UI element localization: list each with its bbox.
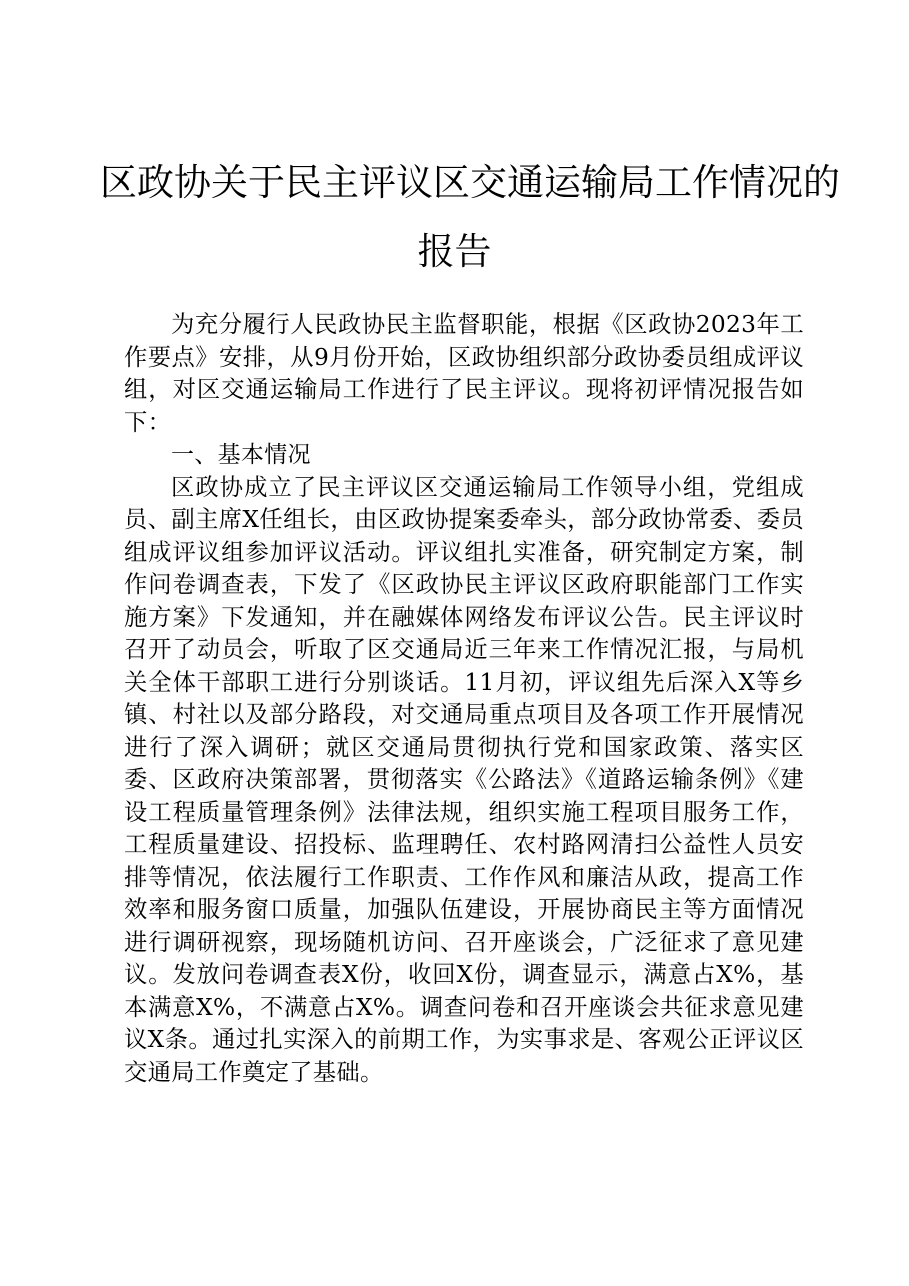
document-title-line-1: 区政协关于民主评议区交通运输局工作情况的 xyxy=(100,161,840,204)
section-paragraph-basic-situation: 区政协成立了民主评议区交通运输局工作领导小组，党组成员、副主席X任组长，由区政协提案委牵头，部分政协常委、委员组成评议组参加评议活动。评议组扎实准备，研究制定方案，制作问卷调查表，下发了《区政协民主评议区政府职能部门工作实施方案》下发通知，并在融媒体网络发布评议公告。民主评议时召开了动员会，听取了区交通局近三年来工作情况汇报，与局机关全体干部职工进行分别谈话。11月初，评议组先后深入X等乡镇、村社以及部分路段，对交通局重点项目及各项工作开展情况进行了深入调研；就区交通局贯彻执行党和国家政策、落实区委、区政府决策部署，贯彻落实《公路法》《道路运输条例》《建设工程质量管理条例》法律法规，组织实施工程项目服务工作，工程质量建设、招投标、监理聘任、农村路网清扫公益性人员安排等情况，依法履行工作职责、工作作风和廉洁从政，提高工作效率和服务窗口质量，加强队伍建设，开展协商民主等方面情况进行调研视察，现场随机访问、召开座谈会，广泛征求了意见建议。发放问卷调查表X份，收回X份，调查显示，满意占X%，基本满意X%，不满意占X%。调查问卷和召开座谈会共征求意见建议X条。通过扎实深入的前期工作，为实事求是、客观公正评议区交通局工作奠定了基础。 xyxy=(124,473,804,1086)
document-title-line-2: 报告 xyxy=(417,230,492,273)
intro-paragraph: 为充分履行人民政协民主监督职能，根据《区政协2023年工作要点》安排，从9月份开始，区政协组织部分政协委员组成评议组，对区交通运输局工作进行了民主评议。现将初评情况报告如下： xyxy=(124,311,804,436)
section-heading-basic-situation: 一、基本情况 xyxy=(171,442,311,468)
document-body xyxy=(124,309,804,1089)
